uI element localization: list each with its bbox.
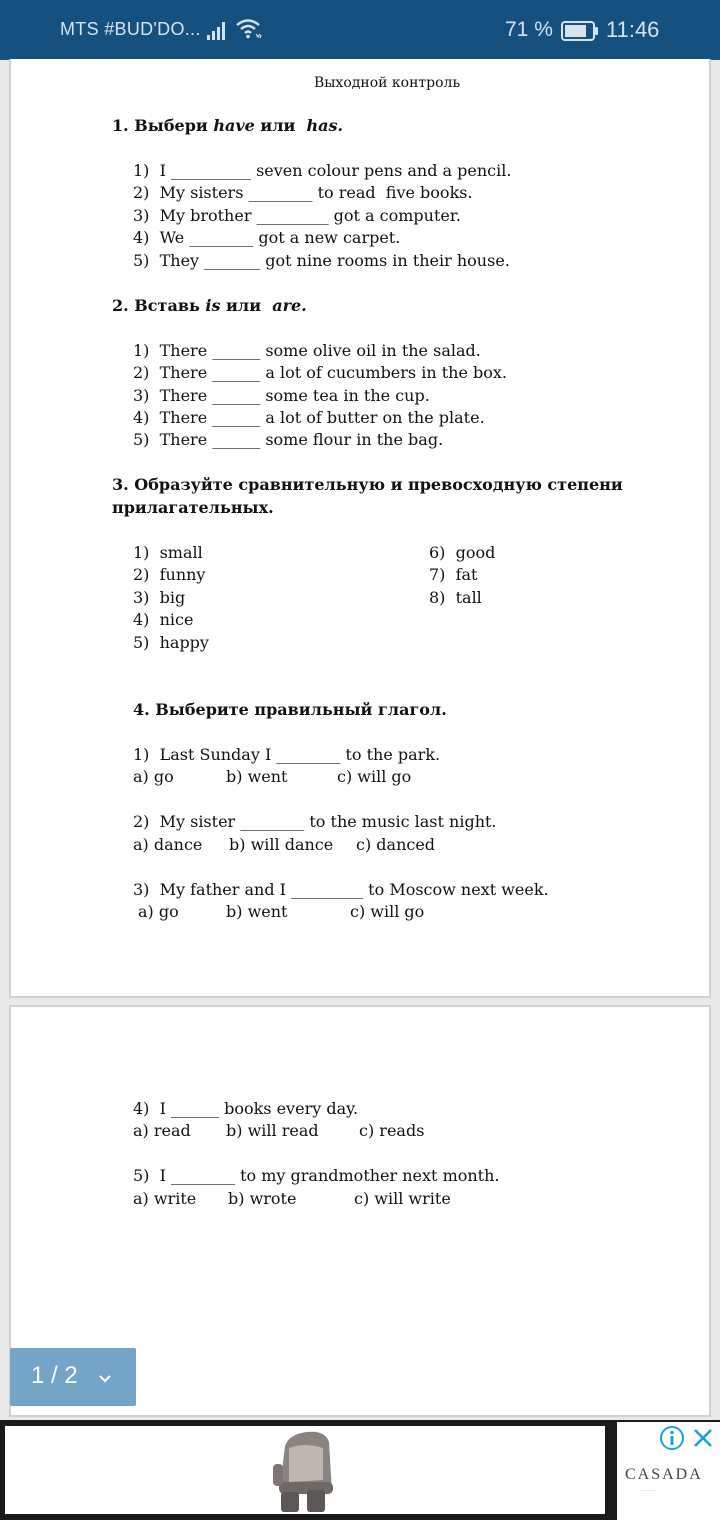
list-item: 1) I __________ seven colour pens and a pencil. (133, 161, 512, 180)
ad-banner[interactable] (0, 1420, 720, 1520)
list-item: 5) There ______ some flour in the bag. (133, 430, 444, 449)
option-a: a) write (133, 1189, 197, 1208)
section-3-heading: 3. Образуйте сравнительную и превосходную степени (112, 475, 623, 494)
chevron-down-icon (98, 1364, 112, 1392)
option-c: c) reads (359, 1121, 425, 1140)
list-item: 7) fat (429, 565, 478, 584)
massage-chair-image (267, 1428, 345, 1514)
option-c: c) will write (354, 1189, 451, 1208)
ad-image[interactable] (5, 1426, 605, 1514)
list-item: 2) My sisters ________ to read five books. (133, 183, 473, 202)
document-page-1[interactable] (9, 59, 711, 998)
page-selector-button[interactable] (10, 1348, 136, 1406)
list-item: 5) happy (133, 633, 209, 652)
page-indicator: 1 / 2 (31, 1362, 78, 1389)
ad-brand-tagline: ········ (641, 1488, 657, 1494)
option-a: a) go (133, 767, 174, 786)
option-b: b) will read (226, 1121, 319, 1140)
ad-brand-logo: CASADA (625, 1466, 703, 1483)
list-item: 6) good (429, 543, 496, 562)
info-icon[interactable] (659, 1425, 685, 1451)
option-c: c) will go (350, 902, 425, 921)
section-1-heading: 1. Выбери have или has. (112, 116, 344, 135)
option-a: a) dance (133, 835, 203, 854)
list-item: 2) funny (133, 565, 206, 584)
ad-sponsor-panel[interactable] (617, 1422, 720, 1520)
battery-icon (561, 21, 599, 46)
list-item: 4) There ______ a lot of butter on the plate. (133, 408, 485, 427)
battery-percent: 71 % (505, 18, 553, 41)
clock: 11:46 (606, 17, 660, 42)
section-4-heading: 4. Выберите правильный глагол. (133, 700, 447, 719)
question: 5) I ________ to my grandmother next month. (133, 1166, 500, 1185)
list-item: 4) nice (133, 610, 194, 629)
carrier-name: MTS #BUD'DO... (60, 19, 201, 39)
list-item: 8) tall (429, 588, 482, 607)
list-item: 4) We ________ got a new carpet. (133, 228, 401, 247)
option-b: b) will dance (229, 835, 334, 854)
option-a: a) read (133, 1121, 191, 1140)
question: 4) I ______ books every day. (133, 1099, 359, 1118)
option-b: b) went (226, 902, 288, 921)
question: 1) Last Sunday I ________ to the park. (133, 745, 441, 764)
list-item: 1) small (133, 543, 203, 562)
question: 3) My father and I _________ to Moscow next week. (133, 880, 549, 899)
option-b: b) wrote (228, 1189, 297, 1208)
signal-icon (207, 20, 229, 45)
option-b: b) went (226, 767, 288, 786)
section-3-heading-cont: прилагательных. (112, 498, 274, 517)
close-icon[interactable] (692, 1427, 714, 1449)
option-c: c) danced (356, 835, 436, 854)
list-item: 3) big (133, 588, 186, 607)
list-item: 5) They _______ got nine rooms in their house. (133, 251, 510, 270)
document-title: Выходной контроль (314, 75, 461, 91)
wifi-icon (235, 17, 263, 46)
status-bar (0, 0, 720, 60)
list-item: 3) My brother _________ got a computer. (133, 206, 461, 225)
section-2-heading: 2. Вставь is или are. (112, 296, 307, 315)
option-a: a) go (138, 902, 179, 921)
list-item: 1) There ______ some olive oil in the salad. (133, 341, 481, 360)
option-c: c) will go (337, 767, 412, 786)
list-item: 2) There ______ a lot of cucumbers in the box. (133, 363, 507, 382)
list-item: 3) There ______ some tea in the cup. (133, 386, 430, 405)
question: 2) My sister ________ to the music last night. (133, 812, 497, 831)
